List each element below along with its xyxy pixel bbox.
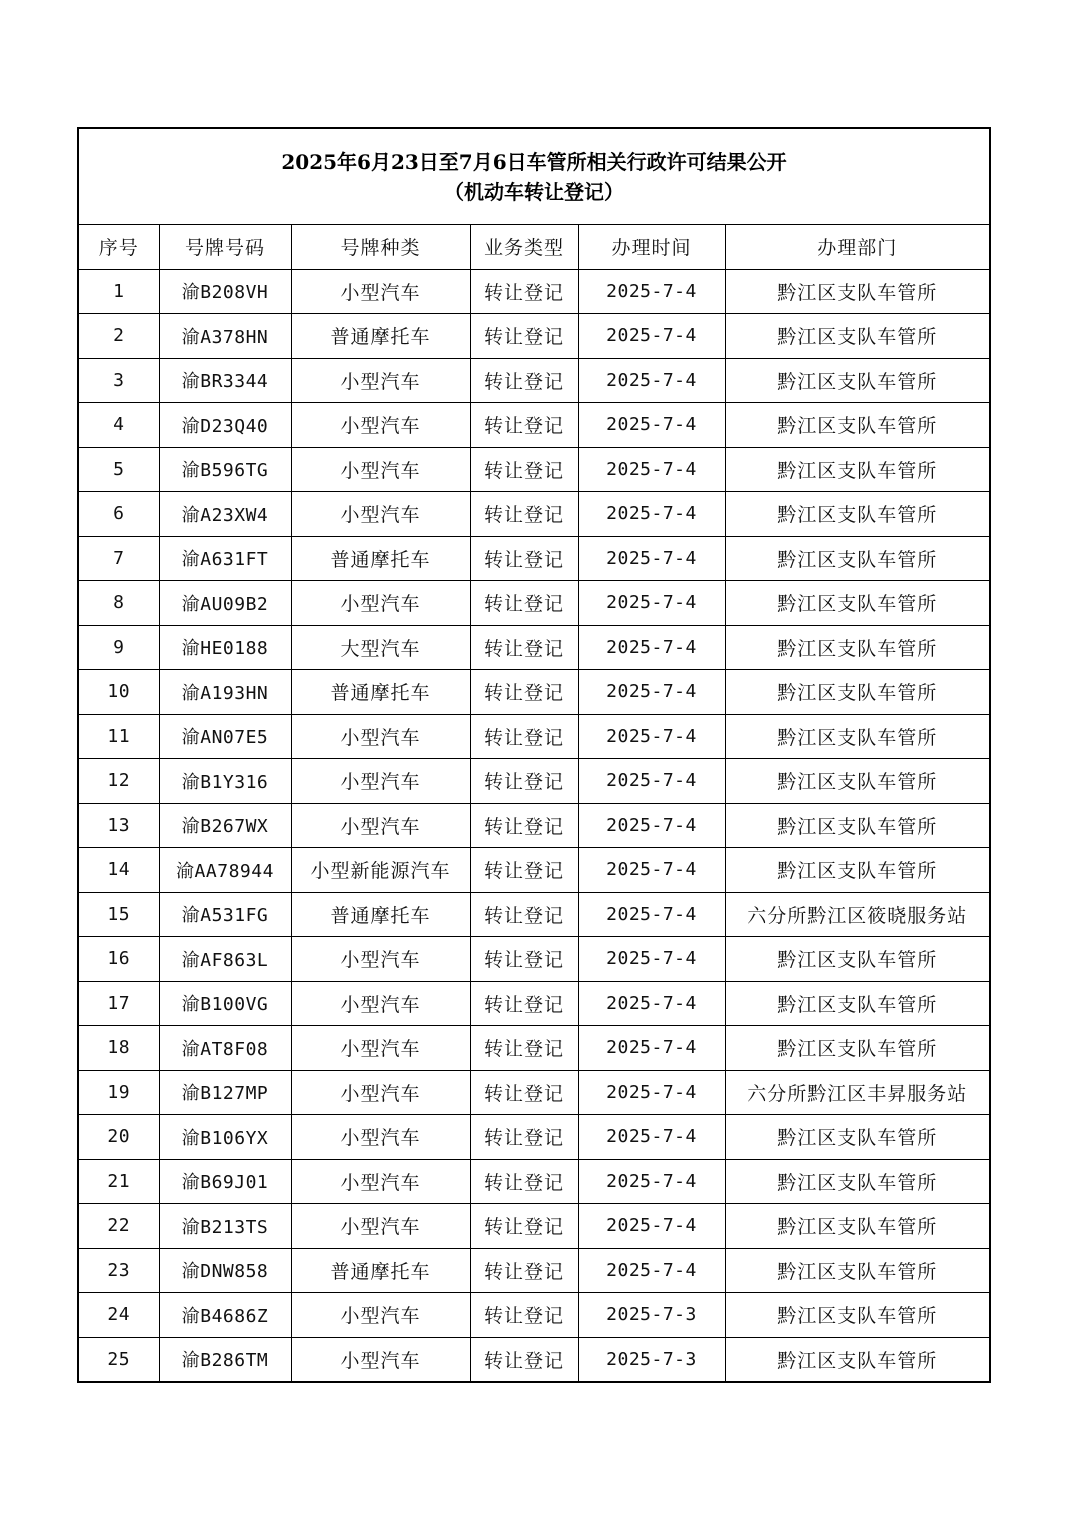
cell-department: 黔江区支队车管所 [725,1115,989,1160]
table-row [79,1204,989,1249]
cell-plate-type: 小型汽车 [291,447,470,492]
cell-index: 4 [79,403,159,448]
cell-department: 黔江区支队车管所 [725,269,989,314]
cell-plate-type: 小型汽车 [291,269,470,314]
cell-process-date: 2025-7-4 [578,492,725,537]
cell-process-date: 2025-7-4 [578,581,725,626]
cell-business-type: 转让登记 [470,1026,578,1071]
cell-plate-type: 普通摩托车 [291,536,470,581]
cell-process-date: 2025-7-4 [578,314,725,359]
table-row [79,447,989,492]
header-business-type: 业务类型 [470,225,578,269]
cell-department: 黔江区支队车管所 [725,1026,989,1071]
cell-index: 20 [79,1115,159,1160]
table-row [79,981,989,1026]
cell-process-date: 2025-7-4 [578,981,725,1026]
cell-business-type: 转让登记 [470,937,578,982]
cell-plate-type: 普通摩托车 [291,1248,470,1293]
cell-process-date: 2025-7-4 [578,358,725,403]
cell-business-type: 转让登记 [470,1204,578,1249]
cell-plate-number: 渝B69J01 [159,1159,291,1204]
cell-index: 18 [79,1026,159,1071]
cell-plate-number: 渝A23XW4 [159,492,291,537]
cell-department: 黔江区支队车管所 [725,1248,989,1293]
cell-plate-number: 渝HE0188 [159,625,291,670]
cell-business-type: 转让登记 [470,536,578,581]
cell-process-date: 2025-7-4 [578,1026,725,1071]
cell-department: 黔江区支队车管所 [725,625,989,670]
cell-plate-number: 渝A378HN [159,314,291,359]
cell-plate-number: 渝BR3344 [159,358,291,403]
cell-plate-type: 小型汽车 [291,1070,470,1115]
cell-index: 17 [79,981,159,1026]
cell-plate-type: 小型汽车 [291,803,470,848]
cell-department: 黔江区支队车管所 [725,981,989,1026]
cell-plate-type: 小型汽车 [291,1115,470,1160]
table-row [79,670,989,715]
cell-index: 25 [79,1337,159,1381]
cell-plate-type: 小型汽车 [291,937,470,982]
document-subtitle: （机动车转让登记） [444,179,624,204]
cell-business-type: 转让登记 [470,1115,578,1160]
cell-process-date: 2025-7-4 [578,759,725,804]
cell-plate-number: 渝AN07E5 [159,714,291,759]
cell-plate-number: 渝B106YX [159,1115,291,1160]
cell-process-date: 2025-7-4 [578,1204,725,1249]
cell-process-date: 2025-7-3 [578,1293,725,1338]
cell-business-type: 转让登记 [470,1293,578,1338]
cell-plate-type: 小型汽车 [291,403,470,448]
table-header-row [79,225,989,269]
cell-department: 黔江区支队车管所 [725,670,989,715]
cell-department: 黔江区支队车管所 [725,314,989,359]
cell-plate-type: 小型汽车 [291,1337,470,1381]
cell-department: 黔江区支队车管所 [725,492,989,537]
cell-process-date: 2025-7-4 [578,1159,725,1204]
cell-department: 黔江区支队车管所 [725,403,989,448]
table-row [79,892,989,937]
cell-process-date: 2025-7-4 [578,625,725,670]
table-row [79,269,989,314]
cell-business-type: 转让登记 [470,759,578,804]
cell-business-type: 转让登记 [470,403,578,448]
cell-plate-type: 普通摩托车 [291,314,470,359]
cell-plate-type: 小型汽车 [291,1159,470,1204]
table-row [79,1293,989,1338]
cell-business-type: 转让登记 [470,581,578,626]
table-row [79,1337,989,1381]
cell-plate-type: 小型汽车 [291,1293,470,1338]
cell-plate-type: 小型新能源汽车 [291,848,470,893]
cell-business-type: 转让登记 [470,269,578,314]
cell-plate-type: 大型汽车 [291,625,470,670]
table-row [79,1026,989,1071]
cell-plate-number: 渝B213TS [159,1204,291,1249]
cell-business-type: 转让登记 [470,714,578,759]
cell-plate-type: 普通摩托车 [291,892,470,937]
cell-index: 8 [79,581,159,626]
cell-department: 黔江区支队车管所 [725,536,989,581]
cell-plate-number: 渝B1Y316 [159,759,291,804]
cell-plate-number: 渝D23Q40 [159,403,291,448]
table-row [79,1248,989,1293]
cell-plate-type: 小型汽车 [291,1026,470,1071]
cell-department: 黔江区支队车管所 [725,358,989,403]
cell-process-date: 2025-7-4 [578,937,725,982]
cell-process-date: 2025-7-4 [578,670,725,715]
cell-business-type: 转让登记 [470,1337,578,1381]
cell-index: 12 [79,759,159,804]
cell-plate-type: 小型汽车 [291,759,470,804]
cell-index: 15 [79,892,159,937]
cell-business-type: 转让登记 [470,1159,578,1204]
cell-department: 黔江区支队车管所 [725,848,989,893]
cell-department: 黔江区支队车管所 [725,937,989,982]
document-table-frame [77,127,991,1383]
cell-index: 6 [79,492,159,537]
cell-index: 3 [79,358,159,403]
header-plate-number: 号牌号码 [159,225,291,269]
cell-index: 19 [79,1070,159,1115]
cell-index: 13 [79,803,159,848]
cell-department: 六分所黔江区筱晓服务站 [725,892,989,937]
header-process-date: 办理时间 [578,225,725,269]
cell-plate-number: 渝B286TM [159,1337,291,1381]
cell-department: 黔江区支队车管所 [725,1293,989,1338]
cell-process-date: 2025-7-4 [578,536,725,581]
cell-process-date: 2025-7-4 [578,1070,725,1115]
cell-business-type: 转让登记 [470,848,578,893]
table-row [79,759,989,804]
cell-plate-number: 渝B208VH [159,269,291,314]
cell-plate-number: 渝AU09B2 [159,581,291,626]
cell-plate-number: 渝AA78944 [159,848,291,893]
results-table [79,225,989,1381]
table-row [79,581,989,626]
cell-plate-type: 小型汽车 [291,714,470,759]
cell-business-type: 转让登记 [470,447,578,492]
cell-index: 1 [79,269,159,314]
cell-index: 23 [79,1248,159,1293]
table-row [79,358,989,403]
cell-process-date: 2025-7-4 [578,1115,725,1160]
table-row [79,625,989,670]
cell-index: 9 [79,625,159,670]
cell-plate-type: 小型汽车 [291,581,470,626]
cell-business-type: 转让登记 [470,981,578,1026]
cell-department: 黔江区支队车管所 [725,1159,989,1204]
cell-index: 10 [79,670,159,715]
cell-business-type: 转让登记 [470,803,578,848]
table-row [79,536,989,581]
cell-department: 黔江区支队车管所 [725,1204,989,1249]
table-row [79,492,989,537]
document-title: 2025年6月23日至7月6日车管所相关行政许可结果公开 [281,149,787,174]
cell-department: 六分所黔江区丰昇服务站 [725,1070,989,1115]
header-plate-type: 号牌种类 [291,225,470,269]
cell-department: 黔江区支队车管所 [725,714,989,759]
cell-department: 黔江区支队车管所 [725,447,989,492]
cell-process-date: 2025-7-4 [578,403,725,448]
cell-process-date: 2025-7-4 [578,848,725,893]
cell-department: 黔江区支队车管所 [725,803,989,848]
table-row [79,803,989,848]
cell-business-type: 转让登记 [470,1248,578,1293]
cell-index: 14 [79,848,159,893]
cell-department: 黔江区支队车管所 [725,1337,989,1381]
cell-index: 5 [79,447,159,492]
cell-plate-type: 小型汽车 [291,358,470,403]
cell-index: 7 [79,536,159,581]
cell-process-date: 2025-7-4 [578,714,725,759]
table-row [79,848,989,893]
header-department: 办理部门 [725,225,989,269]
cell-index: 16 [79,937,159,982]
table-row [79,1159,989,1204]
cell-process-date: 2025-7-4 [578,803,725,848]
cell-plate-number: 渝DNW858 [159,1248,291,1293]
cell-plate-type: 小型汽车 [291,981,470,1026]
cell-process-date: 2025-7-4 [578,892,725,937]
cell-plate-number: 渝B100VG [159,981,291,1026]
table-row [79,314,989,359]
cell-department: 黔江区支队车管所 [725,581,989,626]
table-row [79,714,989,759]
cell-plate-number: 渝A531FG [159,892,291,937]
cell-plate-number: 渝B596TG [159,447,291,492]
cell-business-type: 转让登记 [470,892,578,937]
cell-process-date: 2025-7-4 [578,1248,725,1293]
cell-plate-number: 渝A631FT [159,536,291,581]
cell-index: 24 [79,1293,159,1338]
cell-plate-number: 渝B127MP [159,1070,291,1115]
cell-plate-number: 渝B267WX [159,803,291,848]
cell-plate-type: 普通摩托车 [291,670,470,715]
cell-business-type: 转让登记 [470,314,578,359]
table-row [79,1115,989,1160]
cell-index: 22 [79,1204,159,1249]
cell-plate-number: 渝A193HN [159,670,291,715]
cell-business-type: 转让登记 [470,1070,578,1115]
cell-process-date: 2025-7-4 [578,269,725,314]
cell-business-type: 转让登记 [470,625,578,670]
cell-business-type: 转让登记 [470,358,578,403]
cell-plate-type: 小型汽车 [291,1204,470,1249]
cell-business-type: 转让登记 [470,670,578,715]
cell-plate-number: 渝AT8F08 [159,1026,291,1071]
cell-plate-number: 渝AF863L [159,937,291,982]
table-row [79,1070,989,1115]
cell-department: 黔江区支队车管所 [725,759,989,804]
cell-index: 21 [79,1159,159,1204]
cell-process-date: 2025-7-3 [578,1337,725,1381]
table-body [79,269,989,1381]
header-index: 序号 [79,225,159,269]
table-row [79,937,989,982]
cell-process-date: 2025-7-4 [578,447,725,492]
cell-plate-number: 渝B4686Z [159,1293,291,1338]
cell-business-type: 转让登记 [470,492,578,537]
cell-plate-type: 小型汽车 [291,492,470,537]
document-title-block [79,129,989,225]
table-row [79,403,989,448]
cell-index: 11 [79,714,159,759]
cell-index: 2 [79,314,159,359]
